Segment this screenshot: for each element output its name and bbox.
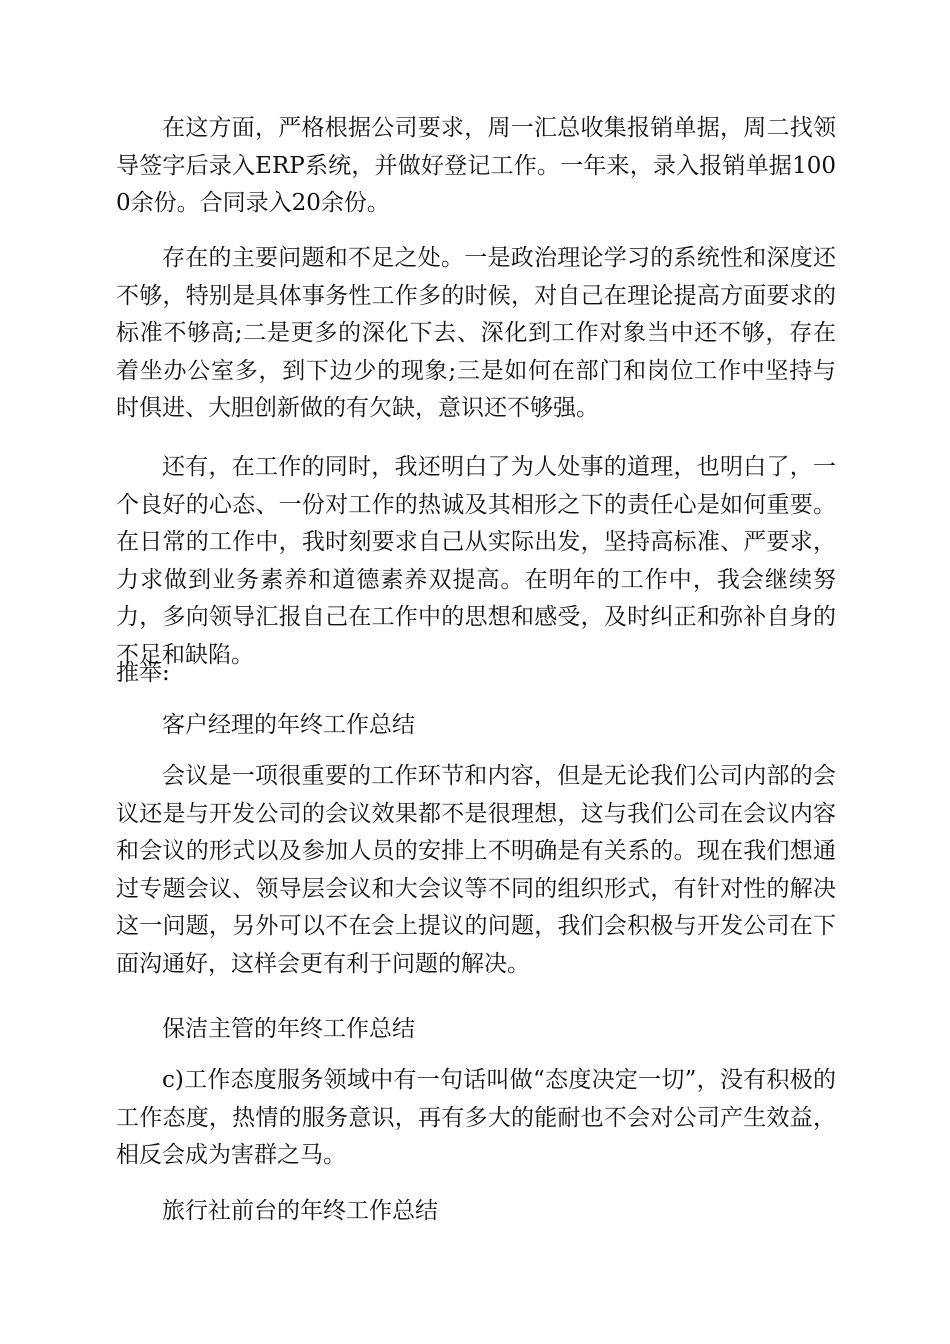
paragraph-erp-entry: 在这方面，严格根据公司要求，周一汇总收集报销单据，周二找领导签字后录入ERP系统，并做好登记工作。一年来，录入报销单据1000余份。合同录入20余份。 — [116, 115, 836, 216]
paragraph-reflection: 还有，在工作的同时，我还明白了为人处事的道理，也明白了，一个良好的心态、一份对工作的热诚及其相形之下的责任心是如何重要。在日常的工作中，我时刻要求自己从实际出发，坚持高标准、严要求，力求做到业务素养和道德素养双提高。在明年的工作中，我会继续努力，多向领导汇报自己在工作中的思想和感受，及时纠正和弥补自身的不足和缺陷。 — [116, 454, 836, 668]
paragraph-meetings: 会议是一项很重要的工作环节和内容，但是无论我们公司内部的会议还是与开发公司的会议效果都不是很理想，这与我们公司在会议内容和会议的形式以及参加人员的安排上不明确是有关系的。现在我们想通过专题会议、领导层会议和大会议等不同的组织形式，有针对性的解决这一问题，另外可以不在会上提议的问题，我们会积极与开发公司在下面沟通好，这样会更有利于问题的解决。 — [116, 763, 836, 977]
paragraph-work-attitude: c)工作态度服务领域中有一句话叫做“态度决定一切”，没有积极的工作态度，热情的服务意识，再有多大的能耐也不会对公司产生效益，相反会成为害群之马。 — [116, 1067, 836, 1168]
heading-cleaning-supervisor: 保洁主管的年终工作总结 — [162, 1016, 415, 1042]
label-recommend: 推举: — [116, 660, 170, 686]
heading-account-manager: 客户经理的年终工作总结 — [162, 712, 415, 738]
heading-travel-agency-front-desk: 旅行社前台的年终工作总结 — [162, 1198, 438, 1224]
paragraph-problems: 存在的主要问题和不足之处。一是政治理论学习的系统性和深度还不够，特别是具体事务性工作多的时候，对自己在理论提高方面要求的标准不够高;二是更多的深化下去、深化到工作对象当中还不够，存在着坐办公室多，到下边少的现象;三是如何在部门和岗位工作中坚持与时俱进、大胆创新做的有欠缺，意识还不够强。 — [116, 245, 836, 421]
